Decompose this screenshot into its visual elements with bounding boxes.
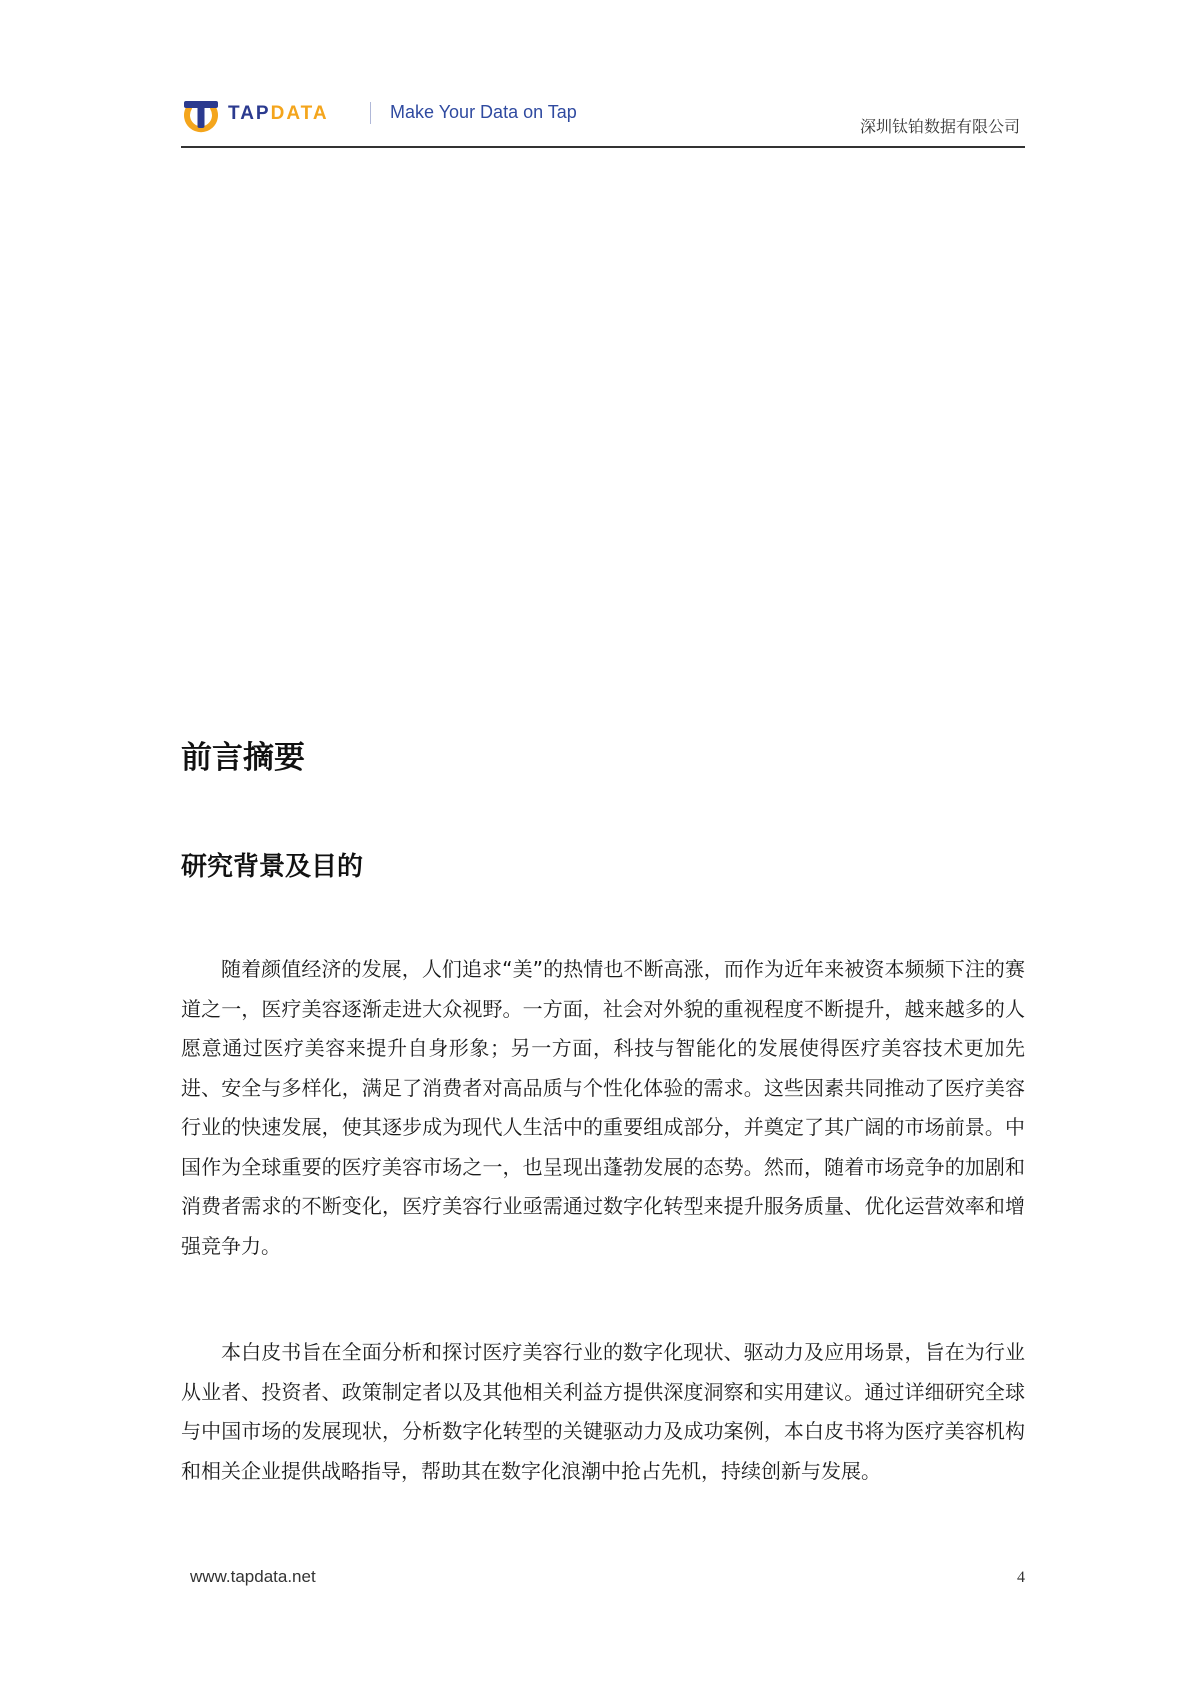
footer-url[interactable]: www.tapdata.net	[190, 1567, 316, 1586]
header-divider	[370, 102, 371, 124]
company-name: 深圳钛铂数据有限公司	[859, 117, 1020, 136]
section-title: 前言摘要	[181, 740, 305, 776]
brand-name	[228, 104, 329, 123]
brand-name-part2: DATA	[270, 103, 329, 124]
page-header	[181, 92, 1025, 148]
page-number: 4	[1017, 1569, 1025, 1586]
slogan: Make Your Data on Tap	[390, 102, 577, 122]
tapdata-logo-icon	[181, 96, 221, 136]
paragraph-background: 随着颜值经济的发展，人们追求“美”的热情也不断高涨，而作为近年来被资本频频下注的赛道之一，医疗美容逐渐走进大众视野。一方面，社会对外貌的重视程度不断提升，越来越多的人愿意通过医疗美容来提升自身形象；另一方面，科技与智能化的发展使得医疗美容技术更加先进、安全与多样化，满足了消费者对高品质与个性化体验的需求。这些因素共同推动了医疗美容行业的快速发展，使其逐步成为现代人生活中的重要组成部分，并奠定了其广阔的市场前景。中国作为全球重要的医疗美容市场之一，也呈现出蓬勃发展的态势。然而，随着市场竞争的加剧和消费者需求的不断变化，医疗美容行业亟需通过数字化转型来提升服务质量、优化运营效率和增强竞争力。	[181, 957, 1025, 1258]
section-subtitle: 研究背景及目的	[181, 852, 364, 882]
paragraph-purpose: 本白皮书旨在全面分析和探讨医疗美容行业的数字化现状、驱动力及应用场景，旨在为行业从业者、投资者、政策制定者以及其他相关利益方提供深度洞察和实用建议。通过详细研究全球与中国市场的发展现状，分析数字化转型的关键驱动力及成功案例，本白皮书将为医疗美容机构和相关企业提供战略指导，帮助其在数字化浪潮中抢占先机，持续创新与发展。	[181, 1340, 1025, 1483]
brand-name-part1: TAP	[228, 103, 271, 124]
